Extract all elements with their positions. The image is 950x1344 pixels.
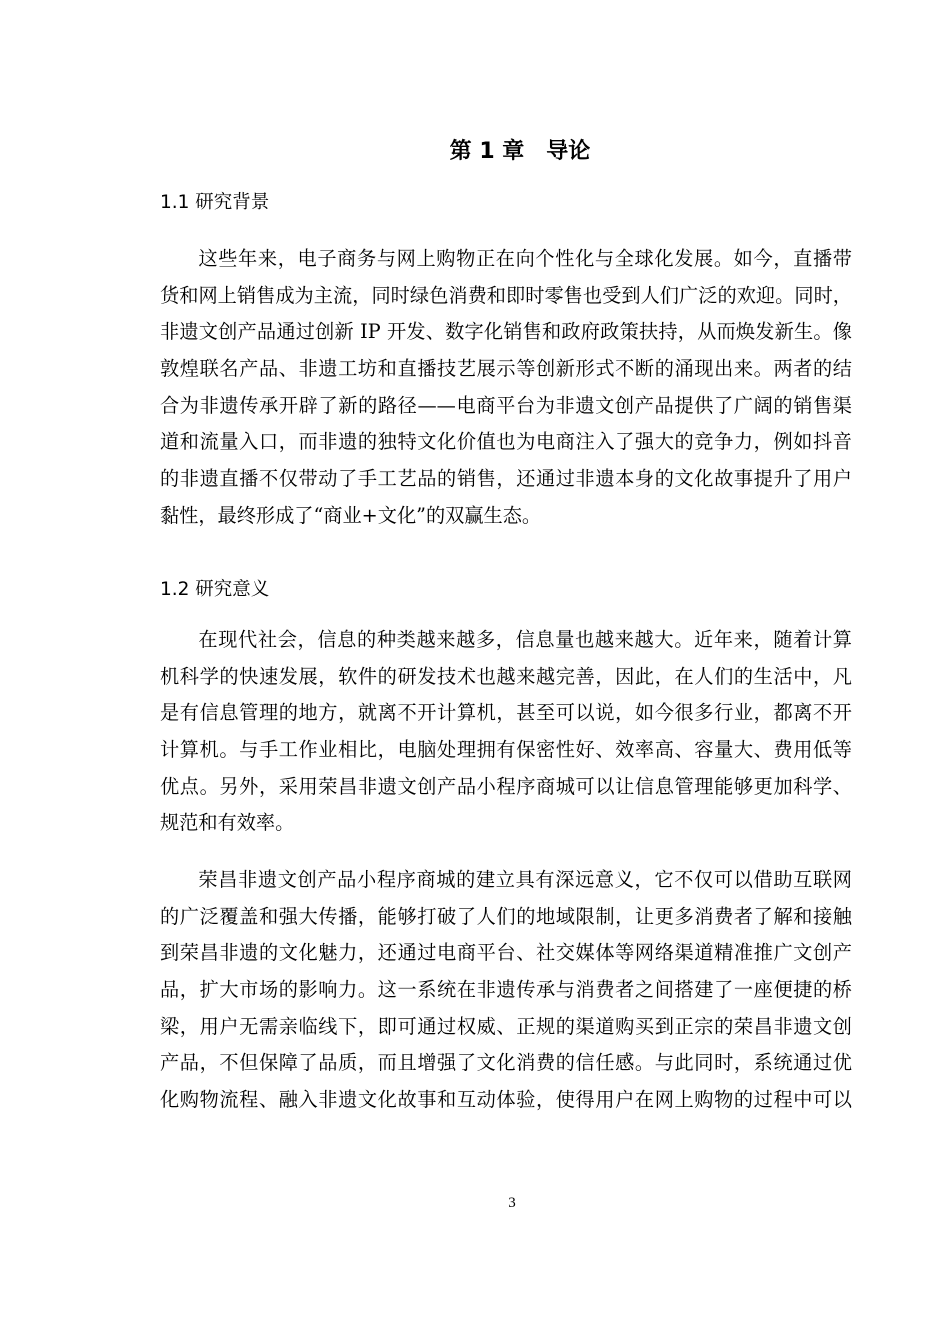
paragraph-research-significance-2	[160, 862, 852, 1119]
paragraph-line: 荣昌非遗文创产品小程序商城的建立具有深远意义，它不仅可以借助互联网	[198, 868, 852, 891]
paragraph-line: 黏性，最终形成了“商业+文化”的双赢生态。	[160, 503, 542, 527]
paragraph-line: 机科学的快速发展，软件的研发技术也越来越完善，因此，在人们的生活中，凡	[160, 664, 852, 688]
paragraph-line: 规范和有效率。	[160, 811, 295, 835]
paragraph-line: 道和流量入口，而非遗的独特文化价值也为电商注入了强大的竞争力，例如抖音	[160, 430, 852, 454]
chapter-title: 第 1 章 导论	[449, 139, 591, 164]
paragraph-line: 化购物流程、融入非遗文化故事和互动体验，使得用户在网上购物的过程中可以	[160, 1087, 852, 1111]
paragraph-line: 非遗文创产品通过创新 IP 开发、数字化销售和政府政策扶持，从而焕发新生。像	[160, 320, 852, 344]
paragraph-research-background	[160, 241, 852, 534]
paragraph-line: 产品，不但保障了品质，而且增强了文化消费的信任感。与此同时，系统通过优	[160, 1051, 852, 1075]
page-number: 3	[508, 1195, 516, 1211]
section-heading-1-2: 1.2 研究意义	[160, 579, 270, 600]
paragraph-line: 货和网上销售成为主流，同时绿色消费和即时零售也受到人们广泛的欢迎。同时，	[160, 283, 852, 307]
paragraph-line: 合为非遗传承开辟了新的路径——电商平台为非遗文创产品提供了广阔的销售渠	[160, 393, 852, 417]
paragraph-research-significance-1	[160, 622, 852, 842]
paragraph-line: 计算机。与手工作业相比，电脑处理拥有保密性好、效率高、容量大、费用低等	[160, 737, 852, 761]
paragraph-line: 在现代社会，信息的种类越来越多，信息量也越来越大。近年来，随着计算	[198, 628, 852, 651]
paragraph-line: 梁，用户无需亲临线下，即可通过权威、正规的渠道购买到正宗的荣昌非遗文创	[160, 1014, 852, 1038]
paragraph-line: 品，扩大市场的影响力。这一系统在非遗传承与消费者之间搭建了一座便捷的桥	[160, 977, 852, 1001]
paragraph-line: 是有信息管理的地方，就离不开计算机，甚至可以说，如今很多行业，都离不开	[160, 701, 852, 725]
paragraph-line: 到荣昌非遗的文化魅力，还通过电商平台、社交媒体等网络渠道精准推广文创产	[160, 941, 852, 965]
paragraph-line: 优点。另外，采用荣昌非遗文创产品小程序商城可以让信息管理能够更加科学、	[160, 774, 852, 798]
section-heading-1-1: 1.1 研究背景	[160, 192, 270, 213]
paragraph-line: 的广泛覆盖和强大传播，能够打破了人们的地域限制，让更多消费者了解和接触	[160, 904, 852, 928]
paragraph-line: 敦煌联名产品、非遗工坊和直播技艺展示等创新形式不断的涌现出来。两者的结	[160, 356, 852, 380]
paragraph-line: 这些年来，电子商务与网上购物正在向个性化与全球化发展。如今，直播带	[198, 247, 852, 270]
paragraph-line: 的非遗直播不仅带动了手工艺品的销售，还通过非遗本身的文化故事提升了用户	[160, 466, 852, 490]
